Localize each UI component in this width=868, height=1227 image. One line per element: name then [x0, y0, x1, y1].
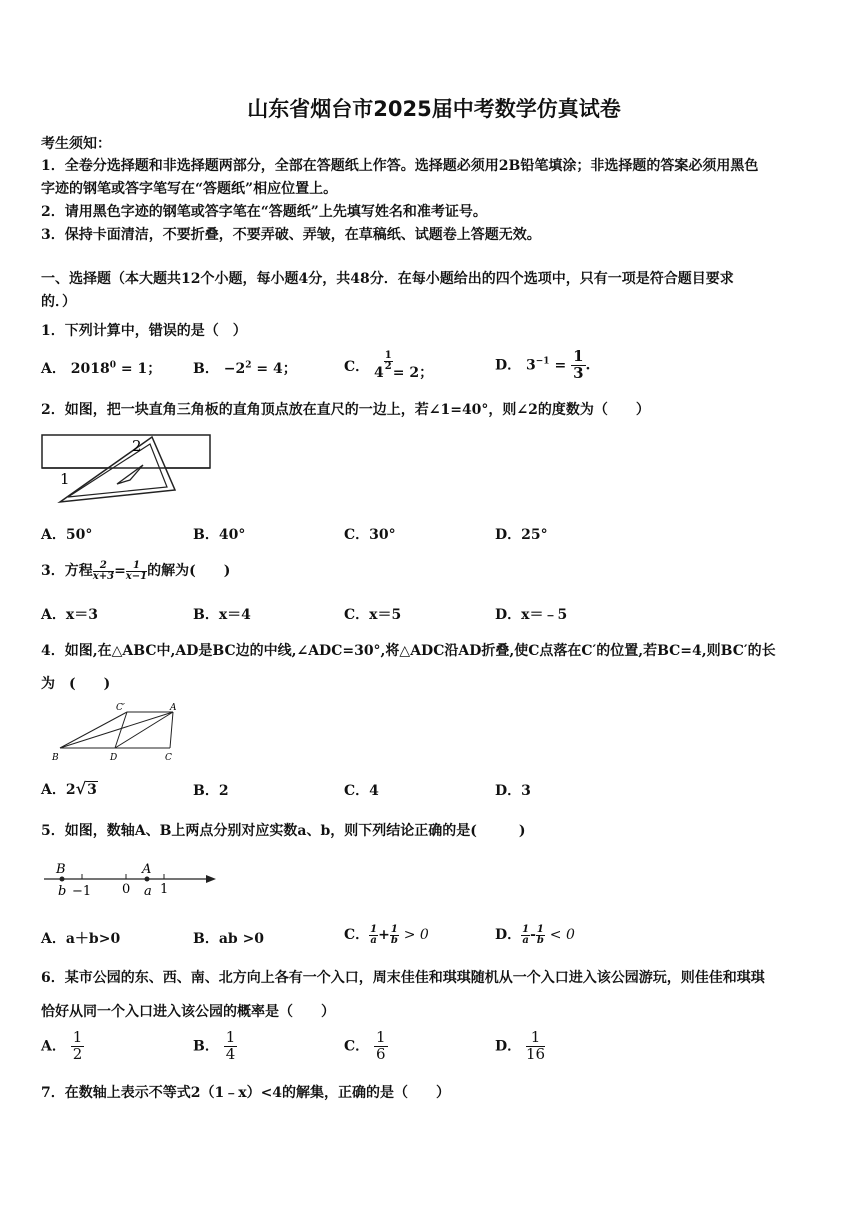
q5-number-line-figure	[40, 857, 220, 899]
q1-option-a: A． 2018$^0$ = 1；	[41, 360, 162, 377]
point-a-label: A	[142, 862, 152, 877]
q5-stem: 5．如图，数轴A、B上两点分别对应实数a、b，则下列结论正确的是( )	[41, 823, 526, 839]
q5-option-a: A．a＋b>0	[41, 931, 121, 947]
q2-ruler-triangle-figure	[40, 432, 215, 512]
q4-stem: 4．如图,在△ABC中,AD是BC边的中线,∠ADC=30°,将△ADC沿AD折叠,使C点落在C′的位置,若BC=4,则BC′的长	[41, 643, 776, 659]
q4-option-d: D．3	[495, 783, 531, 799]
q1-stem: 1．下列计算中，错误的是（ ）	[41, 323, 247, 339]
q2-stem: 2．如图，把一块直角三角板的直角顶点放在直尺的一边上，若∠1=40°，则∠2的度数为（ ）	[41, 402, 650, 418]
q6-option-d: D． $\frac{1}{16}$	[495, 1028, 546, 1063]
q4-option-b: B．2	[193, 783, 229, 799]
q1-option-b: B． $-2^2 = 4$；	[193, 360, 297, 377]
q4-option-c: C．4	[344, 783, 379, 799]
q6-option-a: A． $\frac{1}{2}$	[41, 1028, 83, 1063]
section-heading-cont: 的．）	[41, 294, 76, 310]
notice-item: 字迹的钢笔或答字笔写在“答题纸”相应位置上。	[41, 181, 338, 197]
q6-stem-cont: 恰好从同一个入口进入该公园的概率是（ ）	[41, 1004, 335, 1020]
q2-option-b: B．40°	[193, 527, 246, 543]
q6-stem: 6．某市公园的东、西、南、北方向上各有一个入口，周末佳佳和琪琪随机从一个入口进入该公园游玩，则佳佳和琪琪	[41, 970, 765, 986]
angle-1-label: 1	[60, 470, 70, 488]
label-d: D	[110, 753, 118, 763]
q4-option-a: A．2√3	[41, 779, 97, 798]
q6-option-b: B． $\frac{1}{4}$	[193, 1028, 236, 1063]
q5-option-d: D． $\frac{1}{a}$ - $\frac{1}{b}$ < 0	[495, 923, 575, 946]
q3-option-b: B．x＝4	[193, 607, 251, 623]
q5-option-c: C． $\frac{1}{a}$ + $\frac{1}{b}$ > 0	[344, 923, 429, 946]
notice-item: 3．保持卡面清洁，不要折叠，不要弄破、弄皱，在草稿纸、试题卷上答题无效。	[41, 227, 541, 243]
q2-option-d: D．25°	[495, 527, 548, 543]
q3-option-d: D．x＝﹣5	[495, 607, 568, 623]
notice-heading: 考生须知：	[41, 136, 111, 152]
q4-triangle-figure	[48, 700, 188, 764]
section-heading: 一、选择题（本大题共12个小题，每小题4分，共48分．在每小题给出的四个选项中，只有一项是符合题目要求	[41, 271, 734, 287]
label-c-prime: C′	[116, 703, 125, 713]
q1-option-d: D． $3^{-1}$ = $\frac{1}{3}$ .	[495, 347, 591, 382]
value-a-label: a	[144, 884, 152, 899]
angle-2-label: 2	[132, 437, 142, 455]
q3-stem: 3．方程 $\frac{2}{x+3}$ = $\frac{1}{x-1}$ 的解为( )	[41, 559, 231, 582]
tick-minus-one: −1	[72, 884, 92, 899]
label-c: C	[165, 753, 172, 763]
page-title: 山东省烟台市2025届中考数学仿真试卷	[247, 97, 621, 121]
q4-stem-cont: 为 ( )	[41, 676, 111, 692]
tick-zero: 0	[122, 882, 131, 897]
q6-option-c: C． $\frac{1}{6}$	[344, 1028, 386, 1063]
q1-option-c: C． 4 $\frac{1}{2}$ = 2；	[344, 349, 434, 381]
point-b-label: B	[56, 862, 66, 877]
label-b: B	[52, 753, 59, 763]
q3-option-a: A．x＝3	[41, 607, 98, 623]
notice-item: 1．全卷分选择题和非选择题两部分，全部在答题纸上作答。选择题必须用2B铅笔填涂；非选择题的答案必须用黑色	[41, 158, 759, 174]
q7-stem: 7．在数轴上表示不等式2（1﹣x）<4的解集，正确的是（ ）	[41, 1085, 451, 1101]
q3-option-c: C．x＝5	[344, 607, 402, 623]
value-b-label: b	[58, 884, 67, 899]
label-a: A	[170, 703, 177, 713]
q2-option-a: A．50°	[41, 527, 93, 543]
tick-one: 1	[160, 882, 169, 897]
q5-option-b: B．ab >0	[193, 931, 265, 947]
notice-item: 2．请用黑色字迹的钢笔或答字笔在“答题纸”上先填写姓名和准考证号。	[41, 204, 487, 220]
q2-option-c: C．30°	[344, 527, 396, 543]
